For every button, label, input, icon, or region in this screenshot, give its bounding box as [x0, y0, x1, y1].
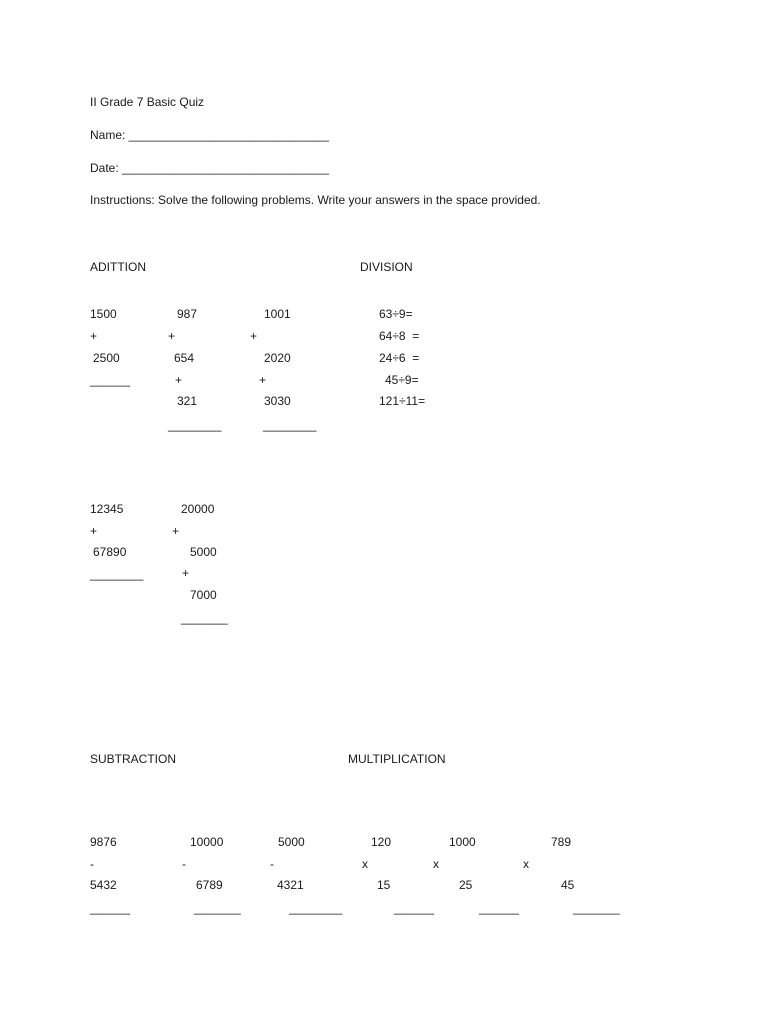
- subtraction-3-answer-line: ________: [289, 901, 343, 915]
- subtraction-3-b: 4321: [277, 878, 304, 892]
- multiplication-heading: MULTIPLICATION: [348, 752, 446, 766]
- addition-4-answer-line: ________: [90, 567, 144, 581]
- addition-2-op2: +: [175, 373, 183, 387]
- subtraction-3-a: 5000: [278, 835, 305, 849]
- addition-5-a: 20000: [181, 502, 215, 516]
- addition-3-op2: +: [259, 373, 267, 387]
- division-item-4: 45÷9=: [385, 373, 419, 387]
- multiplication-3-answer-line: _______: [573, 901, 620, 915]
- subtraction-2-b: 6789: [196, 878, 223, 892]
- addition-5-op1: +: [172, 524, 180, 538]
- addition-2-b: 654: [174, 351, 195, 365]
- quiz-title: II Grade 7 Basic Quiz: [90, 95, 205, 109]
- addition-4-op: +: [90, 524, 98, 538]
- multiplication-1-op: x: [362, 857, 368, 871]
- addition-5-c: 7000: [190, 588, 217, 602]
- subtraction-3-op: -: [270, 857, 274, 871]
- addition-5-answer-line: _______: [181, 611, 228, 625]
- addition-1-op: +: [90, 329, 98, 343]
- multiplication-3-op: x: [523, 857, 529, 871]
- division-item-3: 24÷6 =: [379, 351, 420, 365]
- addition-heading: ADITTION: [90, 260, 146, 274]
- addition-3-a: 1001: [264, 307, 291, 321]
- addition-3-op1: +: [250, 329, 258, 343]
- subtraction-1-op: -: [90, 857, 94, 871]
- subtraction-heading: SUBTRACTION: [90, 752, 177, 766]
- date-field: Date: _______________________________: [90, 161, 329, 175]
- multiplication-1-a: 120: [371, 835, 392, 849]
- multiplication-1-answer-line: ______: [394, 901, 435, 915]
- multiplication-1-b: 15: [377, 878, 391, 892]
- addition-3-c: 3030: [264, 394, 291, 408]
- addition-2-a: 987: [177, 307, 198, 321]
- addition-3-answer-line: ________: [263, 418, 317, 432]
- name-field: Name: ______________________________: [90, 128, 329, 142]
- multiplication-3-a: 789: [551, 835, 572, 849]
- subtraction-1-answer-line: ______: [90, 901, 131, 915]
- addition-4-a: 12345: [90, 502, 124, 516]
- addition-4-b: 67890: [93, 545, 127, 559]
- subtraction-2-op: -: [182, 857, 186, 871]
- subtraction-2-answer-line: _______: [194, 901, 241, 915]
- division-heading: DIVISION: [360, 260, 413, 274]
- multiplication-3-b: 45: [561, 878, 575, 892]
- division-item-5: 121÷11=: [379, 394, 426, 408]
- addition-1-answer-line: ______: [90, 373, 131, 387]
- addition-2-answer-line: ________: [168, 418, 222, 432]
- multiplication-2-answer-line: ______: [479, 901, 520, 915]
- multiplication-2-a: 1000: [449, 835, 476, 849]
- division-item-1: 63÷9=: [379, 307, 413, 321]
- multiplication-2-op: x: [433, 857, 439, 871]
- subtraction-2-a: 10000: [190, 835, 224, 849]
- addition-3-b: 2020: [264, 351, 291, 365]
- division-item-2: 64÷8 =: [379, 329, 420, 343]
- subtraction-1-b: 5432: [90, 878, 117, 892]
- addition-5-b: 5000: [190, 545, 217, 559]
- multiplication-2-b: 25: [459, 878, 473, 892]
- subtraction-1-a: 9876: [90, 835, 117, 849]
- addition-5-op2: +: [182, 566, 190, 580]
- addition-2-c: 321: [177, 394, 198, 408]
- addition-1-a: 1500: [90, 307, 117, 321]
- addition-2-op1: +: [168, 329, 176, 343]
- addition-1-b: 2500: [93, 351, 120, 365]
- instructions-text: Instructions: Solve the following problems. Write your answers in the space provided.: [90, 193, 541, 207]
